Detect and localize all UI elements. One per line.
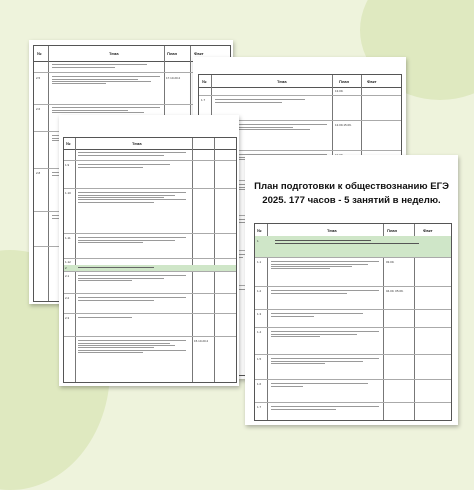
row-number: 1.5	[257, 357, 262, 361]
row-number: 1.1	[257, 260, 262, 264]
header-plan: План	[387, 228, 398, 233]
plan-table	[63, 137, 237, 383]
row-number: 1.7	[257, 405, 262, 409]
header-fact: Факт	[367, 79, 377, 84]
header-topic: Тема	[327, 228, 337, 233]
row-date: 17.10.20.2	[166, 76, 181, 80]
row-number: 1.7	[201, 98, 206, 102]
header-topic: Тема	[109, 51, 119, 56]
table-header	[199, 75, 401, 88]
row-number: 2.8	[36, 171, 41, 175]
row-number: 1.2	[257, 289, 262, 293]
row-number: 1.9	[65, 163, 70, 167]
row-number: 2.5	[36, 76, 41, 80]
table-header	[64, 138, 236, 150]
row-number: 2.3	[65, 316, 70, 320]
plan-table	[254, 223, 452, 421]
header-plan: План	[167, 51, 178, 56]
header-plan: План	[339, 79, 350, 84]
document-page-2	[59, 115, 239, 386]
header-num: №	[66, 141, 71, 146]
row-number: 1.6	[257, 382, 262, 386]
row-number: 2.6	[36, 107, 41, 111]
header-topic: Тема	[277, 79, 287, 84]
row-number: 1	[257, 239, 259, 243]
row-date: 03.09.	[386, 260, 395, 264]
row-date: 15.10.20.2	[194, 339, 209, 343]
row-number: 1.10	[65, 191, 71, 195]
header-topic: Тема	[132, 141, 142, 146]
header-fact: Факт	[194, 51, 204, 56]
header-num: №	[257, 228, 262, 233]
page-title: План подготовки к обществознанию ЕГЭ 2025. 177 часов - 5 занятий в неделю.	[254, 181, 449, 206]
row-number: 1.12	[65, 260, 71, 264]
row-number: 1.11	[65, 236, 71, 240]
header-fact: Факт	[423, 228, 433, 233]
row-number: 2	[65, 266, 67, 270]
row-number: 1.3	[257, 312, 262, 316]
row-date: 13.09.	[335, 89, 344, 93]
document-page-4	[245, 155, 458, 425]
row-number: 2.1	[65, 274, 70, 278]
row-number: 1.4	[257, 330, 262, 334]
row-date: 13.09.15.09.	[335, 123, 352, 127]
row-date: 04.09. 05.09.	[386, 289, 404, 293]
header-num: №	[37, 51, 42, 56]
row-number: 2.2	[65, 296, 70, 300]
header-num: №	[202, 79, 207, 84]
